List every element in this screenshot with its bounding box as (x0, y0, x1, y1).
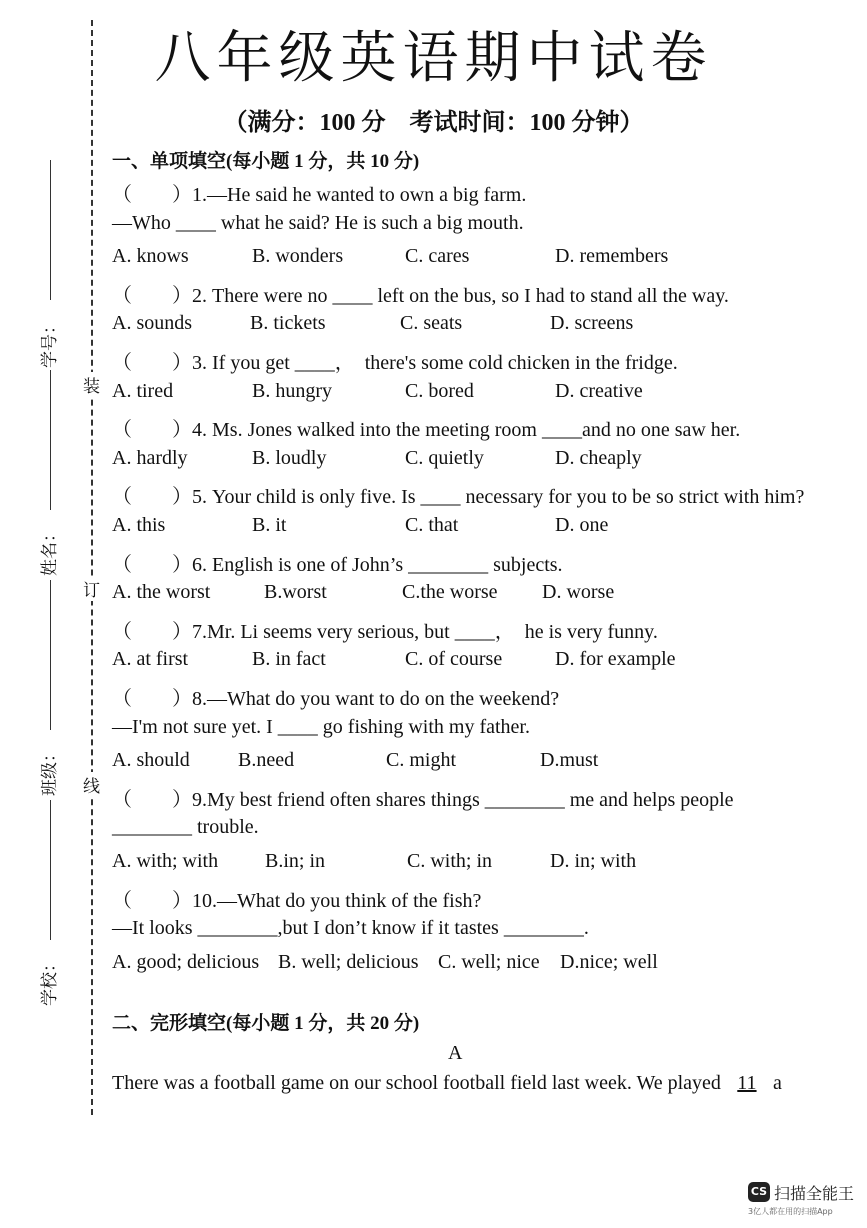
option-a: A. the worst (112, 581, 211, 604)
option-c: C. with; in (407, 850, 493, 872)
passage-line-1 (112, 1072, 782, 1095)
option-b: B.need (238, 749, 295, 772)
option-d: D. one (555, 514, 609, 536)
option-d: D. creative (555, 379, 643, 402)
option-c: C. that (405, 514, 459, 536)
question-stem: （ ）8.—What do you want to do on the weekend? (112, 688, 560, 710)
option-b: B. it (252, 514, 287, 536)
section2-heading: 二、完形填空(每小题 1 分，共 20 分) (112, 1013, 420, 1034)
option-c: C. well; nice (438, 950, 540, 973)
school-line (50, 800, 51, 940)
section1-heading: 一、单项填空(每小题 1 分，共 10 分) (112, 151, 420, 172)
option-d: D. worse (542, 581, 615, 604)
passage-text: There was a football game on our school football field last week. We played (112, 1072, 721, 1094)
question-stem: （ ）7.Mr. Li seems very serious, but ____， he is very funny. (112, 620, 658, 643)
question-stem: （ ）4. Ms. Jones walked into the meeting room ____and no one saw her. (112, 419, 741, 442)
option-c: C. bored (405, 379, 474, 402)
class-label: 班级： (40, 745, 60, 796)
question-stem: （ ）2. There were no ____ left on the bus, so I had to stand all the way. (112, 284, 729, 307)
cs-logo-icon: CS (748, 1182, 770, 1202)
question-line: ________ trouble. (112, 816, 259, 839)
option-a: A. tired (112, 379, 174, 402)
question-stem: （ ）3. If you get ____， there's some cold chicken in the fridge. (112, 352, 678, 374)
option-b: B. wonders (252, 245, 344, 268)
seal-char-zhuang: 装 (83, 372, 100, 397)
option-b: B.worst (264, 581, 327, 604)
option-a: A. this (112, 514, 166, 536)
option-b: B. loudly (252, 446, 327, 469)
school-label: 学校： (40, 955, 60, 1006)
option-c: C. seats (400, 312, 463, 335)
option-d: D. screens (550, 312, 634, 335)
option-a: A. with; with (112, 850, 219, 872)
scanner-tagline: 3亿人都在用的扫描App (748, 1207, 833, 1216)
option-c: C. quietly (405, 446, 484, 469)
question-stem: （ ）1.—He said he wanted to own a big farm. (112, 184, 527, 206)
passage-label: A (448, 1042, 463, 1064)
question-stem: （ ）10.—What do you think of the fish? (112, 889, 482, 912)
name-label: 姓名： (40, 525, 60, 576)
seal-char-ding: 订 (83, 576, 100, 601)
option-b: B. hungry (252, 379, 332, 402)
option-a: A. should (112, 749, 190, 772)
scanner-name: 扫描全能王 (774, 1184, 855, 1203)
option-b: B. in fact (252, 648, 326, 671)
blank-number: 11 (737, 1072, 757, 1094)
question-line: —It looks ________,but I don’t know if it tastes ________. (112, 917, 589, 940)
option-b: B. tickets (250, 312, 326, 335)
option-b: B. well; delicious (278, 950, 419, 973)
option-a: A. good; delicious (112, 950, 260, 973)
option-a: A. hardly (112, 446, 188, 469)
question-stem: （ ）5. Your child is only five. Is ____ necessary for you to be so strict with him? (112, 486, 805, 509)
option-c: C. of course (405, 648, 503, 671)
option-a: A. sounds (112, 312, 193, 335)
class-line (50, 580, 51, 730)
option-d: D.must (540, 749, 599, 772)
passage-text-end: a (772, 1072, 782, 1094)
option-b: B.in; in (265, 850, 326, 872)
option-d: D. remembers (555, 245, 669, 268)
option-c: C.the worse (402, 581, 498, 604)
option-d: D. for example (555, 648, 676, 671)
option-d: D.nice; well (560, 950, 658, 973)
student-no-line (50, 160, 51, 300)
question-stem: （ ）9.My best friend often shares things ________ me and helps people (112, 788, 734, 811)
option-d: D. in; with (550, 850, 637, 872)
name-line (50, 370, 51, 510)
question-line: —I'm not sure yet. I ____ go fishing with my father. (112, 715, 530, 738)
student-no-label: 学号： (40, 317, 60, 368)
option-d: D. cheaply (555, 446, 642, 469)
option-c: C. cares (405, 245, 470, 268)
scanner-watermark (748, 1180, 858, 1220)
page-subtitle: （满分：100 分 考试时间：100 分钟） (223, 110, 644, 136)
option-c: C. might (386, 749, 457, 772)
page-title: 八年级英语期中试卷 (154, 26, 713, 91)
question-line: —Who ____ what he said? He is such a big mouth. (112, 211, 524, 234)
question-stem: （ ）6. English is one of John’s ________ subjects. (112, 553, 563, 576)
seal-char-xian: 线 (83, 772, 100, 797)
option-a: A. knows (112, 245, 189, 268)
option-a: A. at first (112, 648, 189, 671)
binding-dashed-line (91, 20, 93, 1115)
